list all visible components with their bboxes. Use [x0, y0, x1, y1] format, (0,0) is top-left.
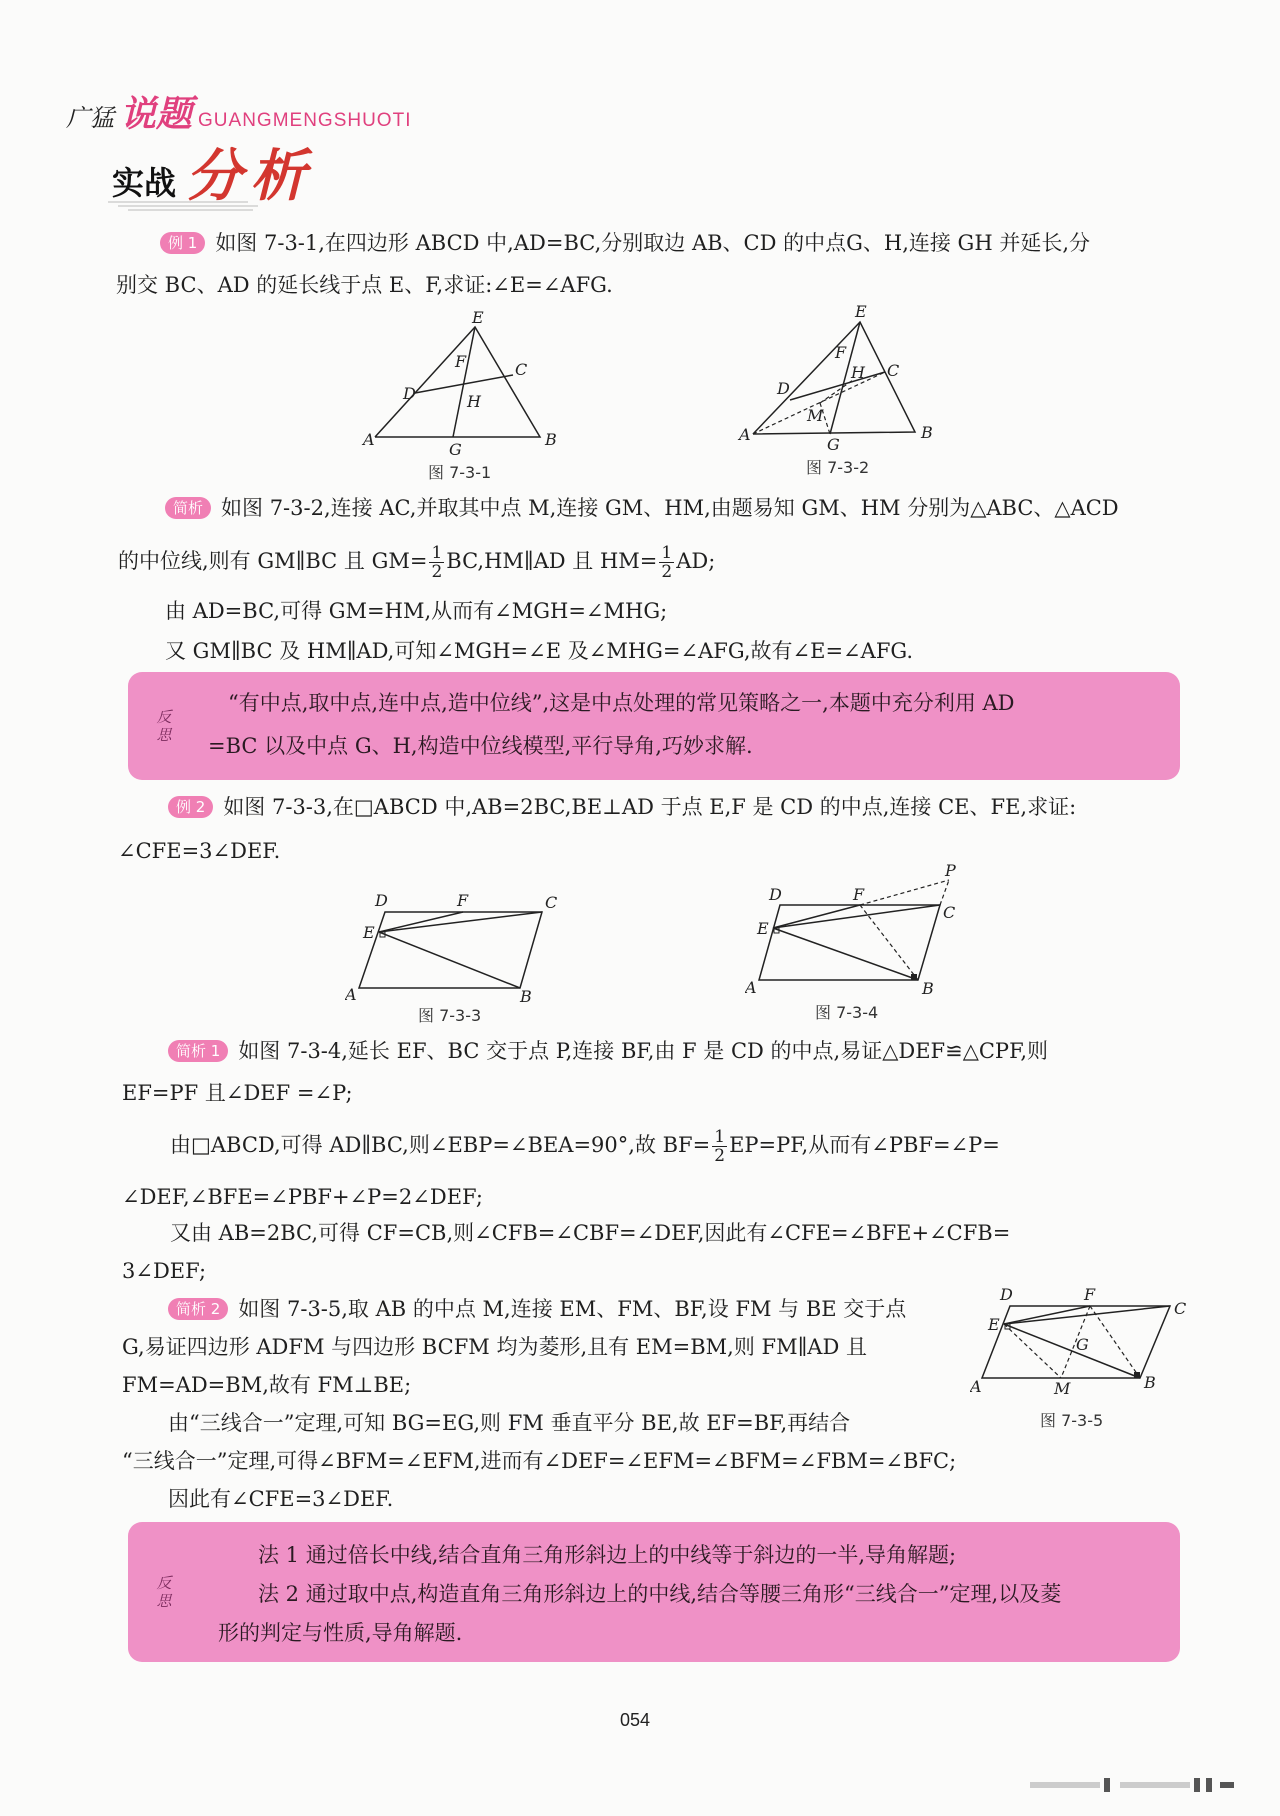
label-B: B: [545, 430, 557, 449]
label-P: P: [945, 861, 956, 880]
example-tag: 例 2: [168, 796, 213, 818]
caption-7-3-3: 图 7-3-3: [418, 1006, 482, 1025]
analysis2-line6: 3∠DEF;: [122, 1259, 207, 1283]
analysis-tag: 简析 2: [168, 1298, 228, 1320]
reflection-icon-char1: 反: [156, 708, 172, 726]
example1-line1: [160, 222, 1090, 264]
analysis2-text3b: EP=PF,从而有∠PBF=∠P=: [729, 1133, 1000, 1157]
section-title-black: 实战: [112, 164, 177, 202]
label-F: F: [853, 885, 865, 904]
label-A: A: [345, 985, 357, 1004]
page-number: 054: [620, 1710, 651, 1730]
figure-7-3-4: [745, 860, 975, 1009]
fraction-half: [429, 544, 444, 581]
analysis1-line2: [118, 540, 715, 582]
label-G: G: [827, 435, 840, 450]
analysis1-text2a: 的中位线,则有 GM∥BC 且 GM=: [118, 549, 428, 573]
caption-7-3-4: 图 7-3-4: [815, 1003, 879, 1022]
label-A: A: [970, 1377, 982, 1396]
analysis1-line3: 由 AD=BC,可得 GM=HM,从而有∠MGH=∠MHG;: [165, 599, 668, 623]
example2-line2: ∠CFE=3∠DEF.: [118, 839, 281, 863]
label-A: A: [363, 430, 375, 449]
label-C: C: [515, 360, 528, 379]
figure-7-3-1: [355, 305, 585, 459]
label-H: H: [467, 392, 481, 411]
label-C: C: [1174, 1299, 1187, 1318]
analysis2-line3: [170, 1124, 1000, 1166]
reflection-icon: [150, 704, 178, 748]
label-F: F: [457, 891, 469, 910]
caption-7-3-1: 图 7-3-1: [428, 463, 492, 482]
frac-num: 1: [431, 543, 443, 563]
frac-den: 2: [431, 562, 443, 582]
analysis3-line6: 因此有∠CFE=3∠DEF.: [168, 1487, 394, 1511]
reflection2-line1: 法 1 通过倍长中线,结合直角三角形斜边上的中线等于斜边的一半,导角解题;: [258, 1543, 957, 1567]
label-A: A: [745, 978, 757, 997]
reflection2-line2: 法 2 通过取中点,构造直角三角形斜边上的中线,结合等腰三角形“三线合一”定理,以及菱: [258, 1582, 1062, 1606]
reflection2-line3: 形的判定与性质,导角解题.: [218, 1621, 463, 1645]
figure-7-3-1-drawing: [355, 305, 585, 455]
label-D: D: [777, 379, 790, 398]
label-B: B: [1144, 1373, 1156, 1392]
reflection-box: [128, 672, 1180, 780]
label-E: E: [757, 919, 769, 938]
figure-7-3-5: [970, 1282, 1190, 1401]
analysis2-text3a: 由□ABCD,可得 AD∥BC,则∠EBP=∠BEA=90°,故 BF=: [170, 1133, 711, 1157]
label-F: F: [835, 343, 847, 362]
label-E: E: [988, 1315, 1000, 1334]
label-H: H: [851, 363, 865, 382]
figure-7-3-3-drawing: [345, 888, 575, 1013]
analysis1-line1: [165, 487, 1119, 529]
fraction-half: [659, 544, 674, 581]
label-D: D: [403, 384, 416, 403]
label-A: A: [739, 425, 751, 444]
analysis1-text2b: BC,HM∥AD 且 HM=: [446, 549, 658, 573]
figure-7-3-4-drawing: [745, 860, 975, 1005]
analysis3-text1: 如图 7-3-5,取 AB 的中点 M,连接 EM、FM、BF,设 FM 与 BE 交于点: [238, 1297, 907, 1321]
example2-text1: 如图 7-3-3,在□ABCD 中,AB=2BC,BE⊥AD 于点 E,F 是 CD 的中点,连接 CE、FE,求证:: [223, 795, 1077, 819]
label-D: D: [375, 891, 388, 910]
label-C: C: [943, 903, 956, 922]
reflection1-line2: =BC 以及中点 G、H,构造中位线模型,平行导角,巧妙求解.: [208, 734, 753, 758]
label-E: E: [855, 302, 867, 321]
frac-num: 1: [661, 543, 673, 563]
reflection-icon: [150, 1570, 178, 1614]
example1-line2: 别交 BC、AD 的延长线于点 E、F,求证:∠E=∠AFG.: [116, 273, 613, 297]
reflection-icon-char2: 思: [156, 1592, 172, 1610]
title-decoration: [108, 200, 258, 214]
analysis2-line1: [168, 1030, 1048, 1072]
label-G: G: [1076, 1335, 1089, 1354]
label-G: G: [449, 440, 462, 455]
fraction-half: [712, 1128, 727, 1165]
figure-7-3-5-drawing: [970, 1282, 1190, 1397]
caption-7-3-5: 图 7-3-5: [1040, 1411, 1104, 1430]
figure-7-3-2-drawing: [735, 300, 965, 450]
frac-den: 2: [661, 562, 673, 582]
analysis1-text2c: AD;: [676, 549, 716, 573]
analysis3-line1: [168, 1288, 906, 1330]
brand-logo: [66, 86, 411, 137]
analysis3-line3: FM=AD=BM,故有 FM⊥BE;: [122, 1373, 412, 1397]
analysis-tag: 简析 1: [168, 1040, 228, 1062]
section-title-red: 分析: [186, 143, 315, 209]
label-B: B: [921, 423, 933, 442]
section-title: [112, 143, 315, 209]
reflection-icon-char1: 反: [156, 1574, 172, 1592]
brand-name-cn: 广猛: [66, 104, 114, 132]
label-F: F: [455, 352, 467, 371]
analysis1-line4: 又 GM∥BC 及 HM∥AD,可知∠MGH=∠E 及∠MHG=∠AFG,故有∠E=∠AFG.: [165, 639, 914, 663]
label-C: C: [887, 361, 900, 380]
label-E: E: [363, 923, 375, 942]
analysis-tag: 简析: [165, 497, 211, 519]
label-M: M: [807, 406, 824, 425]
label-D: D: [1000, 1285, 1013, 1304]
analysis3-line2: G,易证四边形 ADFM 与四边形 BCFM 均为菱形,且有 EM=BM,则 FM∥AD 且: [122, 1335, 867, 1359]
frac-den: 2: [714, 1146, 726, 1166]
label-E: E: [472, 308, 484, 327]
analysis2-line4: ∠DEF,∠BFE=∠PBF+∠P=2∠DEF;: [122, 1185, 483, 1209]
label-B: B: [922, 979, 934, 998]
analysis3-line4: 由“三线合一”定理,可知 BG=EG,则 FM 垂直平分 BE,故 EF=BF,再结合: [168, 1411, 851, 1435]
analysis2-line2: EF=PF 且∠DEF =∠P;: [122, 1081, 353, 1105]
analysis2-line5: 又由 AB=2BC,可得 CF=CB,则∠CFB=∠CBF=∠DEF,因此有∠CFE=∠BFE+∠CFB=: [170, 1221, 1011, 1245]
reflection-box: [128, 1522, 1180, 1662]
label-C: C: [545, 893, 558, 912]
analysis1-text1: 如图 7-3-2,连接 AC,并取其中点 M,连接 GM、HM,由题易知 GM、HM 分别为△ABC、△ACD: [221, 496, 1119, 520]
reflection-icon-char2: 思: [156, 726, 172, 744]
label-B: B: [520, 987, 532, 1006]
label-D: D: [769, 885, 782, 904]
example2-line1: [168, 786, 1076, 828]
caption-7-3-2: 图 7-3-2: [806, 458, 870, 477]
analysis2-text1: 如图 7-3-4,延长 EF、BC 交于点 P,连接 BF,由 F 是 CD 的中点,易证△DEF≌△CPF,则: [238, 1039, 1049, 1063]
figure-7-3-3: [345, 888, 575, 1017]
example1-text1: 如图 7-3-1,在四边形 ABCD 中,AD=BC,分别取边 AB、CD 的中点G、H,连接 GH 并延长,分: [215, 231, 1090, 255]
figure-7-3-2: [735, 300, 965, 454]
frac-num: 1: [714, 1127, 726, 1147]
example-tag: 例 1: [160, 232, 205, 254]
analysis3-line5: “三线合一”定理,可得∠BFM=∠EFM,进而有∠DEF=∠EFM=∠BFM=∠FBM=∠BFC;: [122, 1449, 957, 1473]
footer-decoration: [1030, 1778, 1250, 1792]
brand-name-en: GUANGMENGSHUOTI: [198, 110, 412, 131]
label-F: F: [1084, 1285, 1096, 1304]
reflection1-line1: “有中点,取中点,连中点,造中位线”,这是中点处理的常见策略之一,本题中充分利用 AD: [228, 691, 1015, 715]
label-M: M: [1054, 1379, 1071, 1397]
brand-name-cn-accent: 说题: [120, 93, 193, 135]
